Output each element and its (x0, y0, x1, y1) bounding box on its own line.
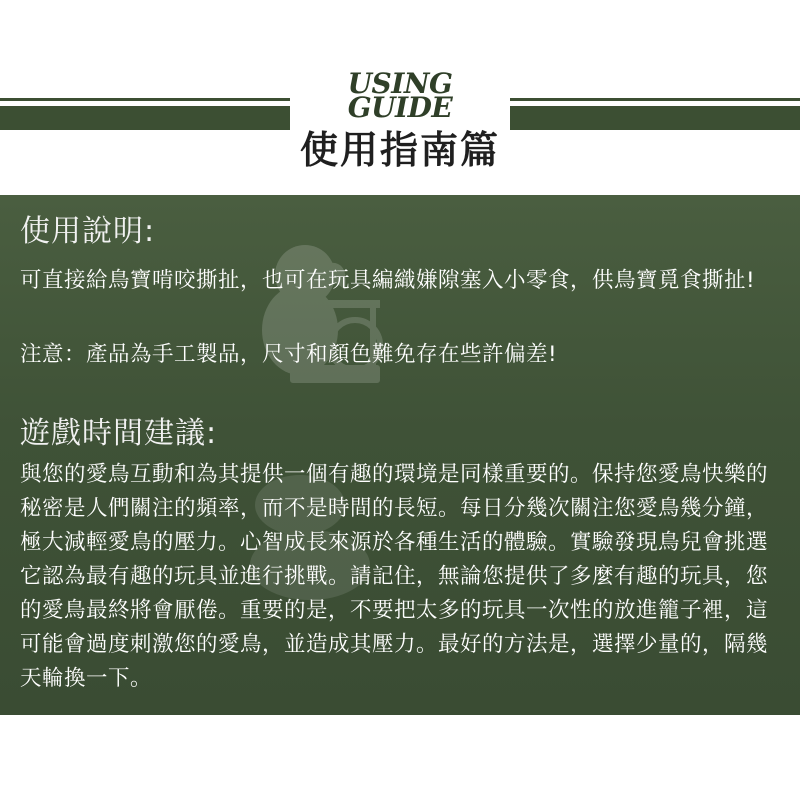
using-guide-title (300, 67, 500, 124)
section-title-usage: 使用說明: (20, 214, 156, 249)
header (0, 0, 800, 195)
playtime-paragraph: 與您的愛鳥互動和為其提供一個有趣的環境是同樣重要的。保持您愛鳥快樂的秘密是人們關注的頻率，而不是時間的長短。每日分幾次關注您愛鳥幾分鐘，極大減輕愛鳥的壓力。心智成長來源於各種生活的體驗。實驗發現鳥兒會挑選它認為最有趣的玩具並進行挑戰。請記住，無論您提供了多麼有趣的玩具，您的愛鳥最終將會厭倦。重要的是，不要把太多的玩具一次性的放進籠子裡，這可能會過度刺激您的愛鳥，並造成其壓力。最好的方法是，選擇少量的，隔幾天輪換一下。 (20, 462, 769, 691)
section-title-playtime: 遊戲時間建議: (20, 416, 218, 451)
usage-paragraph-1: 可直接給鳥寶啃咬撕扯，也可在玩具編織嫌隙塞入小零食，供鳥寶覓食撕扯! (20, 268, 756, 293)
using-guide-line1: USING (347, 67, 453, 100)
parrot-logo-icon (250, 235, 390, 405)
footer-blank (0, 715, 800, 800)
header-bar-right (510, 106, 800, 130)
usage-paragraph-2: 注意：產品為手工製品，尺寸和顏色難免存在些許偏差! (20, 342, 558, 367)
header-bar-left (0, 106, 290, 130)
guide-title-chinese: 使用指南篇 (299, 128, 500, 172)
using-guide-line2: GUIDE (347, 91, 453, 124)
